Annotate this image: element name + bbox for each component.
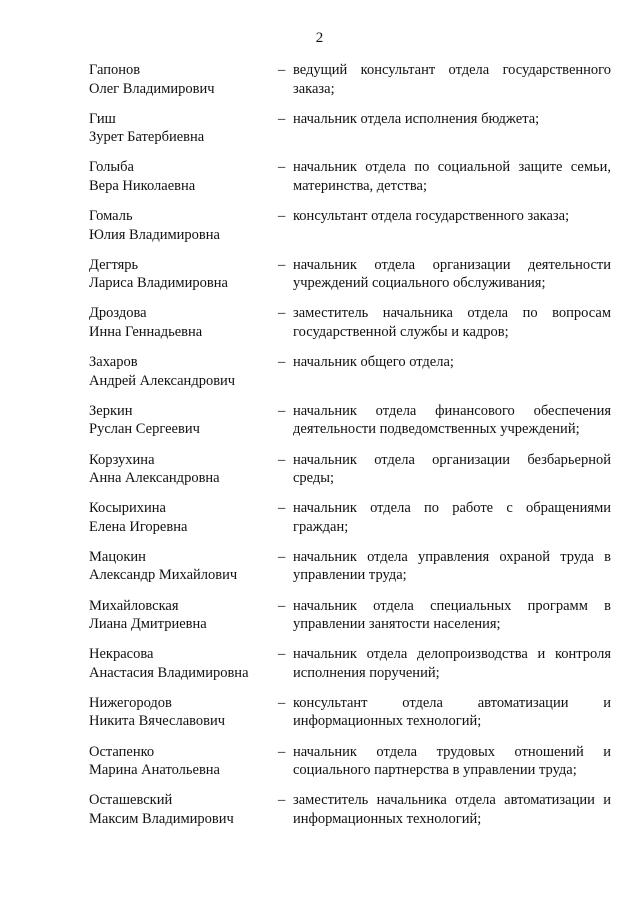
staff-given-names: Марина Анатольевна	[89, 762, 220, 779]
staff-given-names: Зурет Батербиевна	[89, 129, 205, 146]
staff-surname: Некрасова	[89, 646, 154, 663]
staff-surname: Косырихина	[89, 500, 166, 517]
staff-surname: Дроздова	[89, 305, 147, 322]
page-number: 2	[315, 30, 324, 46]
staff-entry	[0, 451, 639, 500]
staff-surname: Остапенко	[89, 743, 155, 760]
staff-surname: Гиш	[89, 110, 116, 127]
staff-name	[89, 743, 274, 780]
dash-separator: –	[278, 402, 286, 419]
staff-name	[89, 597, 274, 634]
staff-position: заместитель начальника отдела автоматизации и информационных технологий;	[293, 792, 611, 827]
staff-name	[89, 402, 274, 439]
staff-position: начальник отдела управления охраной труда в управлении труда;	[293, 548, 611, 584]
dash-separator: –	[278, 451, 286, 468]
dash-separator: –	[278, 694, 286, 711]
staff-entry	[0, 207, 639, 256]
staff-given-names: Вера Николаевна	[89, 177, 196, 194]
staff-given-names: Никита Вячеславович	[89, 713, 226, 730]
staff-given-names: Лариса Владимировна	[89, 275, 228, 292]
staff-entry	[0, 353, 639, 402]
staff-surname: Михайловская	[89, 597, 179, 614]
staff-position: начальник отдела организации безбарьерной среды;	[293, 451, 611, 486]
staff-given-names: Анастасия Владимировна	[89, 664, 249, 681]
staff-given-names: Андрей Александрович	[89, 372, 236, 389]
dash-separator: –	[278, 354, 286, 371]
staff-name	[89, 61, 274, 98]
staff-surname: Корзухина	[89, 451, 155, 468]
staff-entry	[0, 694, 639, 743]
staff-name	[89, 158, 274, 195]
staff-name	[89, 791, 274, 828]
staff-entry	[0, 645, 639, 694]
staff-position: начальник отдела по социальной защите семьи, материнства, детства;	[293, 159, 611, 194]
dash-separator: –	[278, 62, 286, 78]
staff-entry	[0, 499, 639, 548]
staff-given-names: Инна Геннадьевна	[89, 323, 203, 340]
staff-name	[89, 694, 274, 731]
staff-entry	[0, 402, 639, 451]
staff-given-names: Олег Владимирович	[89, 80, 215, 97]
staff-given-names: Юлия Владимировна	[89, 226, 220, 243]
staff-surname: Осташевский	[89, 792, 173, 809]
staff-given-names: Лиана Дмитриевна	[89, 616, 207, 633]
dash-separator: –	[278, 548, 286, 565]
dash-separator: –	[278, 208, 286, 225]
staff-name	[89, 353, 274, 390]
staff-entry	[0, 256, 639, 305]
staff-entry	[0, 110, 639, 159]
dash-separator: –	[278, 305, 286, 322]
staff-surname: Захаров	[89, 354, 138, 371]
dash-separator: –	[278, 256, 286, 273]
staff-entry	[0, 743, 639, 792]
staff-name	[89, 548, 274, 585]
staff-surname: Зеркин	[89, 402, 133, 419]
staff-name	[89, 645, 274, 682]
staff-position: консультант отдела автоматизации и информационных технологий;	[293, 694, 611, 730]
staff-position: начальник отдела делопроизводства и контроля исполнения поручений;	[293, 646, 611, 681]
staff-given-names: Елена Игоревна	[89, 518, 188, 535]
staff-surname: Голыба	[89, 159, 134, 176]
staff-name	[89, 256, 274, 293]
staff-position: начальник отдела специальных программ в управлении занятости населения;	[293, 597, 611, 633]
staff-entry	[0, 791, 639, 840]
staff-entry	[0, 304, 639, 353]
staff-name	[89, 499, 274, 536]
staff-name	[89, 304, 274, 341]
staff-entry	[0, 548, 639, 597]
staff-position: ведущий консультант отдела государственного заказа;	[293, 62, 611, 97]
dash-separator: –	[278, 743, 286, 760]
staff-surname: Гомаль	[89, 208, 133, 225]
staff-position: заместитель начальника отдела по вопросам государственной службы и кадров;	[293, 305, 611, 340]
staff-position: начальник отдела организации деятельности учреждений социального обслуживания;	[293, 256, 611, 292]
dash-separator: –	[278, 597, 286, 614]
staff-surname: Гапонов	[89, 62, 141, 78]
staff-name	[89, 110, 274, 147]
staff-position: начальник отдела исполнения бюджета;	[293, 110, 540, 127]
staff-entry	[0, 158, 639, 207]
staff-given-names: Анна Александровна	[89, 470, 220, 486]
staff-given-names: Александр Михайлович	[89, 567, 238, 584]
staff-surname: Дегтярь	[89, 256, 139, 273]
staff-given-names: Максим Владимирович	[89, 810, 234, 827]
staff-surname: Нижегородов	[89, 694, 172, 711]
staff-name	[89, 451, 274, 488]
dash-separator: –	[278, 646, 286, 663]
staff-position: начальник отдела финансового обеспечения деятельности подведомственных учреждений;	[293, 402, 611, 438]
dash-separator: –	[278, 159, 286, 176]
staff-position: консультант отдела государственного заказа;	[293, 208, 570, 225]
staff-list	[0, 61, 639, 840]
dash-separator: –	[278, 500, 286, 517]
dash-separator: –	[278, 110, 286, 127]
staff-entry	[0, 61, 639, 110]
staff-name	[89, 207, 274, 244]
staff-position: начальник отдела трудовых отношений и социального партнерства в управлении труда;	[293, 743, 611, 779]
staff-surname: Мацокин	[89, 548, 146, 565]
staff-position: начальник общего отдела;	[293, 354, 454, 371]
staff-given-names: Руслан Сергеевич	[89, 421, 200, 438]
staff-entry	[0, 597, 639, 646]
dash-separator: –	[278, 792, 286, 809]
staff-position: начальник отдела по работе с обращениями граждан;	[293, 500, 611, 535]
